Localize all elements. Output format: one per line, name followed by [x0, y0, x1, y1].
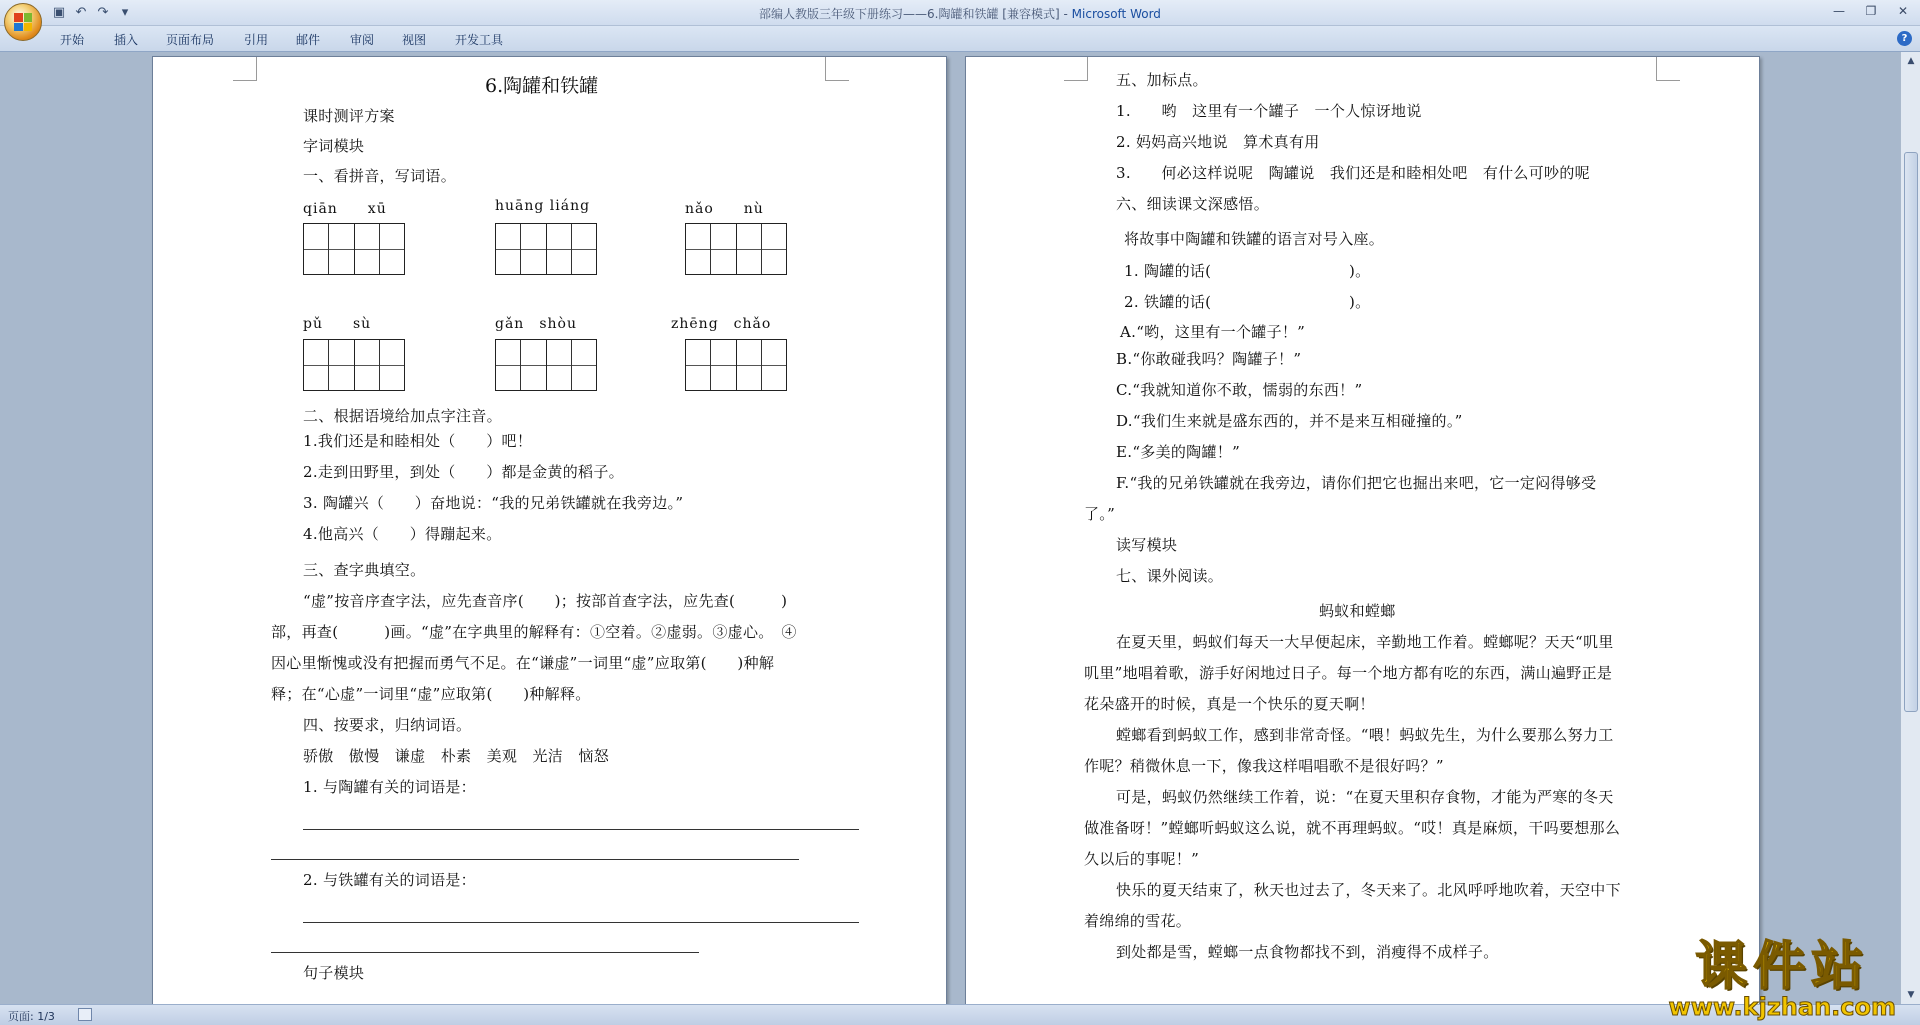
text-line: 3. 陶罐兴（ ）奋地说：“我的兄弟铁罐就在我旁边。” — [303, 494, 684, 512]
text-line: 三、查字典填空。 — [303, 561, 426, 579]
tab-insert[interactable]: 插入 — [114, 33, 139, 47]
tab-developer[interactable]: 开发工具 — [455, 33, 504, 47]
crop-mark — [233, 57, 257, 81]
text-line: 久以后的事呢！” — [1084, 850, 1200, 868]
text-line: 1. 与陶罐有关的词语是： — [303, 778, 476, 796]
crop-mark — [825, 57, 849, 81]
text-line: 叽里”地唱着歌，游手好闲地过日子。每一个地方都有吃的东西，满山遍野正是 — [1084, 664, 1613, 682]
text-line: 二、根据语境给加点字注音。 — [303, 407, 502, 425]
text-line: 到处都是雪，螳螂一点食物都找不到，消瘦得不成样子。 — [1116, 943, 1499, 961]
customize-icon[interactable]: ▾ — [121, 5, 129, 20]
app-name: Microsoft Word — [1071, 7, 1161, 21]
document-page-2[interactable] — [965, 56, 1760, 1004]
text-line: 句子模块 — [303, 964, 365, 982]
pinyin-label: gǎn shòu — [495, 316, 577, 332]
answer-line[interactable] — [303, 829, 859, 830]
text-line: 花朵盛开的时候，真是一个快乐的夏天啊！ — [1084, 695, 1375, 713]
pinyin-label: nǎo nù — [685, 201, 764, 217]
text-line: 2.走到田野里，到处（ ）都是金黄的稻子。 — [303, 463, 624, 481]
writing-grid[interactable] — [495, 223, 597, 275]
text-line: 七、课外阅读。 — [1116, 567, 1224, 585]
tab-review[interactable]: 审阅 — [350, 33, 375, 47]
text-line: F.“我的兄弟铁罐就在我旁边，请你们把它也掘出来吧，它一定闷得够受 — [1116, 474, 1597, 492]
text-line: 因心里惭愧或没有把握而勇气不足。在“谦虚”一词里“虚”应取第( )种解 — [271, 654, 775, 672]
text-line: 2. 妈妈高兴地说 算术真有用 — [1116, 133, 1320, 151]
proofing-icon[interactable] — [78, 1008, 92, 1021]
title-bar — [0, 0, 1920, 26]
document-page-1[interactable] — [152, 56, 947, 1004]
text-line: 一、看拼音，写词语。 — [303, 167, 457, 185]
writing-grid[interactable] — [303, 223, 405, 275]
text-line: 2. 铁罐的话( )。 — [1124, 293, 1371, 311]
text-line: 部，再查( )画。“虚”在字典里的解释有：①空着。②虚弱。③虚心。 ④ — [271, 623, 797, 641]
text-line: 释；在“心虚”一词里“虚”应取第( )种解释。 — [271, 685, 591, 703]
writing-grid[interactable] — [685, 223, 787, 275]
tab-view[interactable]: 视图 — [402, 33, 427, 47]
text-line: 做准备呀！”螳螂听蚂蚁这么说，就不再理蚂蚁。“哎！真是麻烦，干吗要想那么 — [1084, 819, 1621, 837]
answer-line[interactable] — [303, 922, 859, 923]
vertical-scrollbar[interactable] — [1900, 52, 1920, 1004]
scroll-thumb[interactable] — [1904, 152, 1918, 712]
undo-icon[interactable]: ↶ — [75, 5, 87, 20]
text-line: A.“哟，这里有一个罐子！” — [1120, 323, 1306, 341]
watermark-url: www.kjzhan.com — [1668, 993, 1896, 1021]
text-line: C.“我就知道你不敢，懦弱的东西！” — [1116, 381, 1363, 399]
writing-grid[interactable] — [303, 339, 405, 391]
story-title: 蚂蚁和螳螂 — [1319, 602, 1396, 620]
redo-icon[interactable]: ↷ — [97, 5, 109, 20]
answer-line[interactable] — [271, 952, 699, 953]
text-line: “虚”按音序查字法，应先查音序( )；按部首查字法，应先查( ) — [303, 592, 788, 610]
text-line: 1.我们还是和睦相处（ ）吧！ — [303, 432, 533, 450]
writing-grid[interactable] — [685, 339, 787, 391]
save-icon[interactable]: ▣ — [52, 5, 66, 20]
scroll-down-icon[interactable]: ▼ — [1907, 990, 1915, 1000]
crop-mark — [1656, 57, 1680, 81]
document-title: 部编人教版三年级下册练习——6.陶罐和铁罐 [兼容模式] — [759, 7, 1060, 21]
text-line: 4.他高兴（ ）得蹦起来。 — [303, 525, 502, 543]
window-controls — [1828, 2, 1914, 20]
text-line: 1. 陶罐的话( )。 — [1124, 262, 1371, 280]
text-line: 螳螂看到蚂蚁工作，感到非常奇怪。“喂！蚂蚁先生，为什么要那么努力工 — [1116, 726, 1614, 744]
text-line: 在夏天里，蚂蚁们每天一大早便起床，辛勤地工作着。螳螂呢？天天“叽里 — [1116, 633, 1614, 651]
writing-grid[interactable] — [495, 339, 597, 391]
text-line: 四、按要求，归纳词语。 — [303, 716, 472, 734]
minimize-icon[interactable]: — — [1833, 4, 1845, 18]
text-line: 将故事中陶罐和铁罐的语言对号入座。 — [1124, 230, 1385, 248]
help-icon[interactable]: ? — [1897, 31, 1912, 46]
status-bar — [0, 1004, 1920, 1025]
text-line: 读写模块 — [1116, 536, 1178, 554]
text-line: 2. 与铁罐有关的词语是： — [303, 871, 476, 889]
office-logo-icon — [14, 13, 32, 31]
close-icon[interactable]: ✕ — [1897, 4, 1909, 18]
maximize-icon[interactable]: ❐ — [1865, 4, 1877, 18]
office-button[interactable] — [4, 3, 42, 41]
text-line: E.“多美的陶罐！” — [1116, 443, 1241, 461]
text-line: 作呢？稍微休息一下，像我这样唱唱歌不是很好吗？” — [1084, 757, 1444, 775]
page-count[interactable]: 页面: 1/3 — [8, 1010, 55, 1023]
scroll-up-icon[interactable]: ▲ — [1907, 56, 1915, 66]
pinyin-label: pǔ sù — [303, 316, 372, 332]
text-line: 字词模块 — [303, 137, 365, 155]
watermark-title: 课件站 — [1695, 937, 1870, 997]
tab-home[interactable]: 开始 — [60, 33, 85, 47]
pinyin-label: qiān xū — [303, 201, 387, 217]
text-line: 1. 哟 这里有一个罐子 一个人惊讶地说 — [1116, 102, 1422, 120]
answer-line[interactable] — [271, 859, 799, 860]
tab-mailings[interactable]: 邮件 — [296, 33, 321, 47]
tab-references[interactable]: 引用 — [244, 33, 269, 47]
text-line: 课时测评方案 — [303, 107, 395, 125]
text-line: D.“我们生来就是盛东西的，并不是来互相碰撞的。” — [1116, 412, 1463, 430]
window-title: 部编人教版三年级下册练习——6.陶罐和铁罐 [兼容模式] - Microsoft Word — [759, 7, 1161, 21]
crop-mark — [1064, 57, 1088, 81]
text-line: 五、加标点。 — [1116, 71, 1208, 89]
tab-page-layout[interactable]: 页面布局 — [166, 33, 215, 47]
pinyin-label: zhēng chǎo — [671, 316, 772, 332]
text-line: 可是，蚂蚁仍然继续工作着，说：“在夏天里积存食物，才能为严寒的冬天 — [1116, 788, 1614, 806]
pinyin-label: huāng liáng — [495, 198, 591, 214]
text-line: B.“你敢碰我吗？陶罐子！” — [1116, 350, 1302, 368]
text-line: 快乐的夏天结束了，秋天也过去了，冬天来了。北风呼呼地吹着，天空中下 — [1116, 881, 1621, 899]
text-line: 骄傲 傲慢 谦虚 朴素 美观 光洁 恼怒 — [303, 747, 610, 765]
document-heading: 6.陶罐和铁罐 — [485, 75, 599, 97]
text-line: 3. 何必这样说呢 陶罐说 我们还是和睦相处吧 有什么可吵的呢 — [1116, 164, 1590, 182]
text-line: 着绵绵的雪花。 — [1084, 912, 1192, 930]
document-workspace — [0, 52, 1900, 1004]
text-line: 了。” — [1084, 505, 1116, 523]
site-watermark — [1669, 924, 1896, 1021]
ribbon-tabs — [0, 26, 1920, 52]
text-line: 六、细读课文深感悟。 — [1116, 195, 1270, 213]
